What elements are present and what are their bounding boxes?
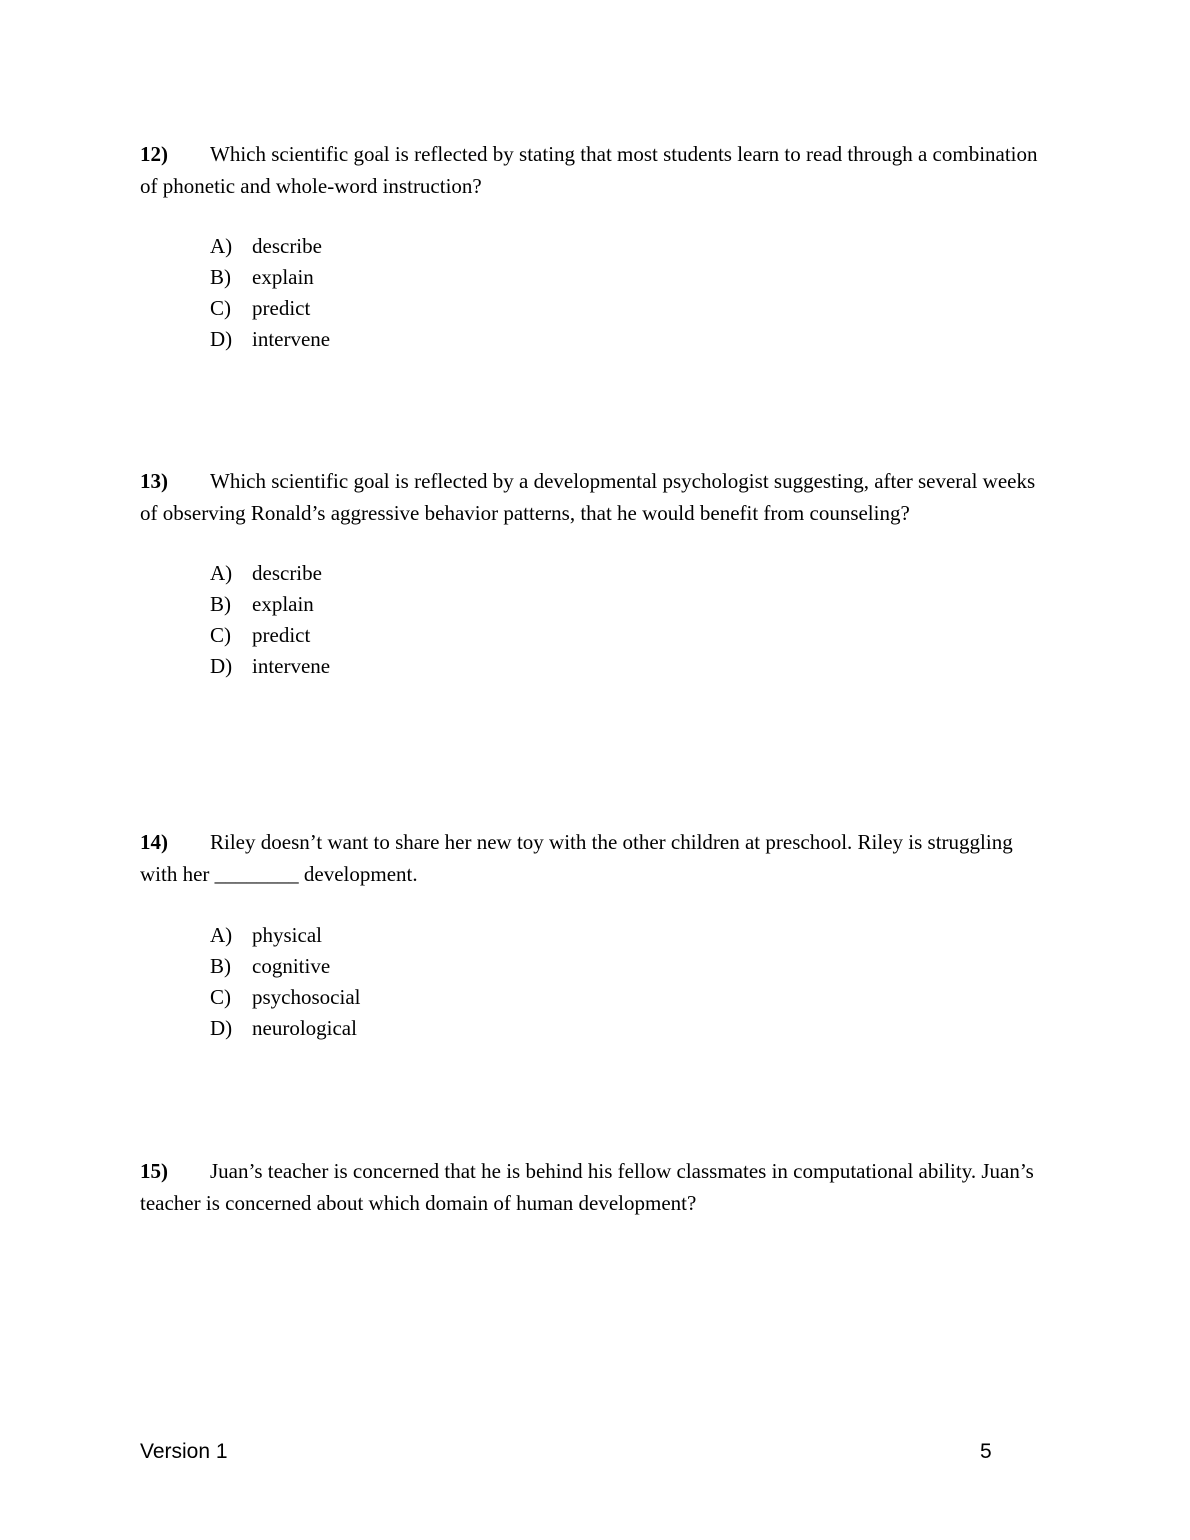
choice-a — [210, 558, 1040, 589]
choice-text: describe — [252, 561, 322, 585]
choice-d — [210, 651, 1040, 682]
question-text: Riley doesn’t want to share her new toy with the other children at preschool. Riley is struggling with her ________ development. — [140, 830, 1013, 886]
choice-text: physical — [252, 923, 322, 947]
choice-text: intervene — [252, 654, 331, 678]
choice-text: describe — [252, 234, 322, 258]
version-label: Version 1 — [140, 1440, 228, 1463]
choice-d — [210, 1013, 1040, 1044]
choice-a — [210, 231, 1040, 262]
choice-text: explain — [252, 265, 314, 289]
question-number: 14) — [140, 830, 168, 854]
question-13 — [140, 465, 1040, 682]
question-stem — [140, 826, 1040, 890]
choice-letter: A) — [210, 234, 233, 258]
question-stem — [140, 138, 1040, 202]
choice-b — [210, 951, 1040, 982]
choice-letter: C) — [210, 623, 231, 647]
question-stem — [140, 465, 1040, 529]
choice-letter: B) — [210, 954, 231, 978]
choice-c — [210, 982, 1040, 1013]
choice-letter: A) — [210, 923, 233, 947]
choice-b — [210, 262, 1040, 293]
choice-text: intervene — [252, 327, 331, 351]
page-number: 5 — [980, 1440, 992, 1463]
choice-letter: B) — [210, 592, 231, 616]
choice-text: explain — [252, 592, 314, 616]
answer-choices — [210, 920, 1040, 1044]
choice-a — [210, 920, 1040, 951]
question-12 — [140, 138, 1040, 355]
choice-c — [210, 293, 1040, 324]
choice-text: predict — [252, 296, 311, 320]
answer-choices — [210, 231, 1040, 355]
choice-text: psychosocial — [252, 985, 361, 1009]
question-14 — [140, 826, 1040, 1044]
question-15 — [140, 1155, 1040, 1219]
choice-text: neurological — [252, 1016, 357, 1040]
question-number: 13) — [140, 469, 168, 493]
choice-text: predict — [252, 623, 311, 647]
choice-letter: A) — [210, 561, 233, 585]
choice-letter: C) — [210, 985, 231, 1009]
question-text: Juan’s teacher is concerned that he is behind his fellow classmates in computational ability. Juan’s teacher is concerned about which domain of human development? — [140, 1159, 1034, 1215]
choice-letter: B) — [210, 265, 231, 289]
answer-choices — [210, 558, 1040, 682]
choice-d — [210, 324, 1040, 355]
question-number: 15) — [140, 1159, 168, 1183]
choice-letter: D) — [210, 327, 233, 351]
question-stem — [140, 1155, 1040, 1219]
choice-letter: C) — [210, 296, 231, 320]
choice-letter: D) — [210, 654, 233, 678]
question-text: Which scientific goal is reflected by stating that most students learn to read through a combination of phonetic and whole-word instruction? — [140, 142, 1038, 198]
choice-c — [210, 620, 1040, 651]
choice-letter: D) — [210, 1016, 233, 1040]
choice-b — [210, 589, 1040, 620]
question-text: Which scientific goal is reflected by a developmental psychologist suggesting, after several weeks of observing Ronald’s aggressive behavior patterns, that he would benefit from counseling? — [140, 469, 1036, 525]
choice-text: cognitive — [252, 954, 331, 978]
question-number: 12) — [140, 142, 168, 166]
